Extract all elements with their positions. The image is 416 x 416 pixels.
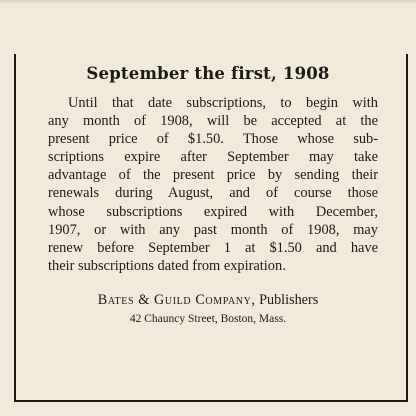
body-line: whose subscriptions expired with December,	[48, 203, 378, 220]
body-line: renew before September 1 at $1.50 and have	[48, 239, 378, 256]
publisher-address: 42 Chauncy Street, Boston, Mass.	[129, 313, 287, 325]
publisher-role: Publishers	[259, 292, 319, 308]
body-line: 1907, or with any past month of 1908, may	[48, 221, 378, 238]
paper-edge	[0, 0, 416, 4]
body-line: Until that date subscriptions, to begin with	[68, 95, 378, 111]
publisher-company: Bates & Guild Company,	[97, 292, 256, 308]
notice-title: September the first, 1908	[86, 64, 330, 83]
notice-body	[48, 94, 378, 275]
body-line: scriptions expire after September may take	[48, 149, 378, 166]
body-line: renewals during August, and of course those	[48, 185, 378, 202]
body-line: any month of 1908, will be accepted at the	[48, 113, 378, 130]
body-line: present price of $1.50. Those whose sub-	[48, 131, 378, 148]
body-line: their subscriptions dated from expiration.	[48, 257, 286, 274]
publisher-line	[0, 292, 416, 309]
body-line: advantage of the present price by sending their	[48, 167, 378, 184]
